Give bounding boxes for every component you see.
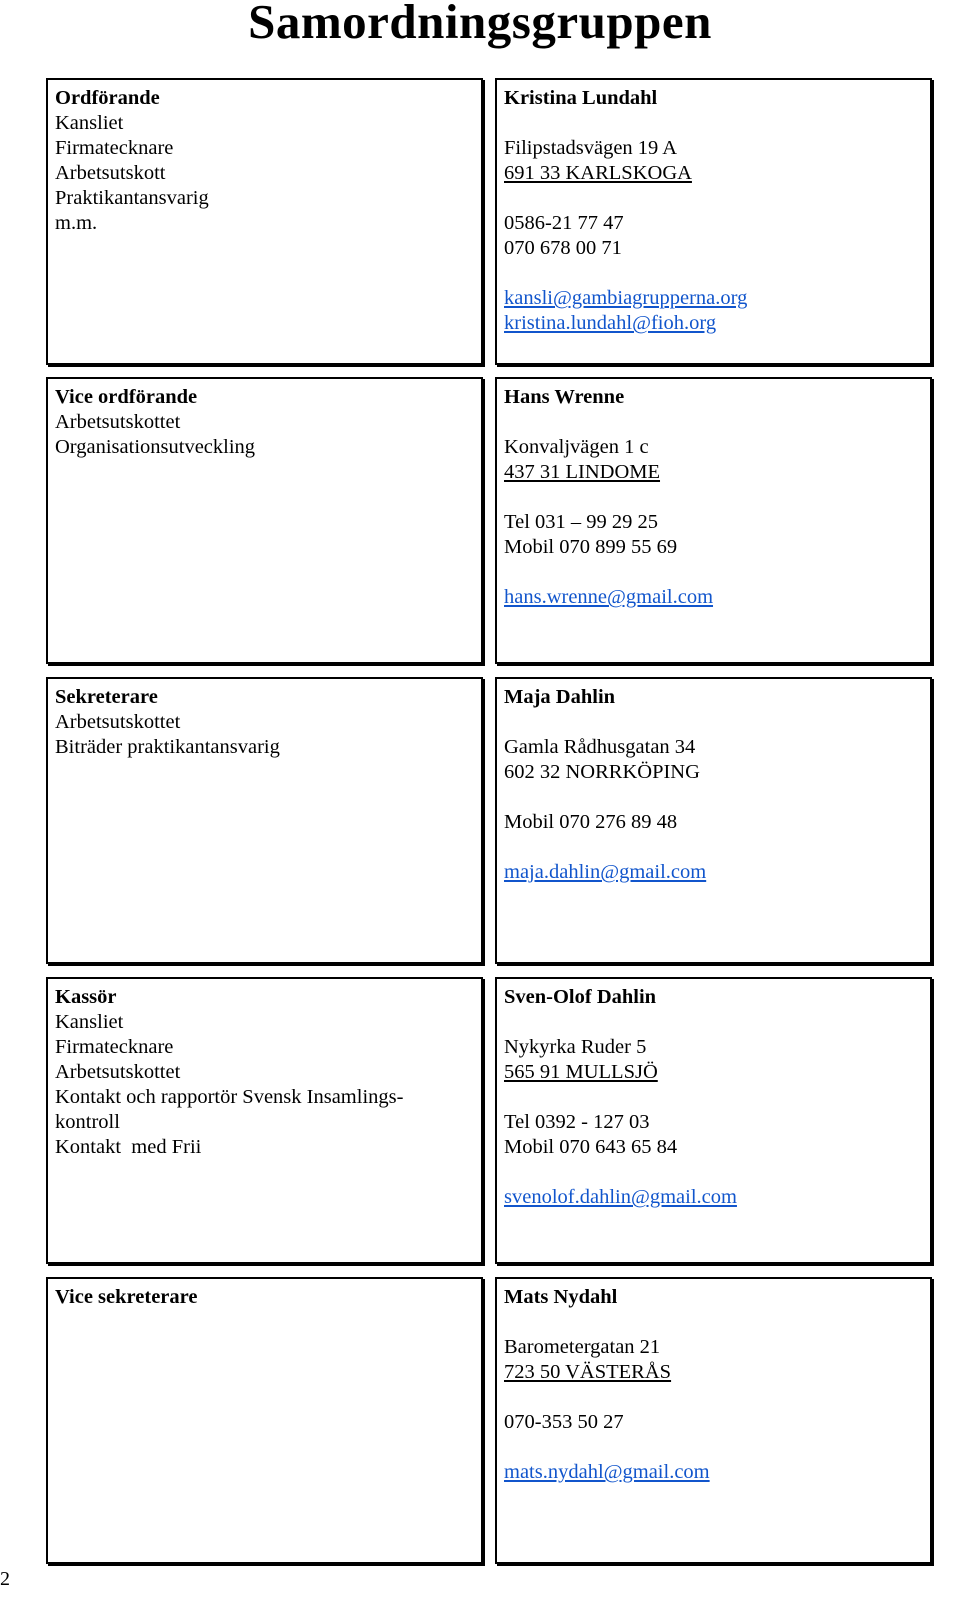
phone-number: Tel 0392 - 127 03: [504, 1111, 650, 1133]
street-address: Konvaljvägen 1 c: [504, 436, 649, 458]
phone-number: 070 678 00 71: [504, 237, 622, 259]
duty-line: Arbetsutskott: [55, 162, 166, 184]
street-address: Gamla Rådhusgatan 34: [504, 736, 696, 758]
contact-name: Mats Nydahl: [504, 1286, 618, 1308]
email-link[interactable]: mats.nydahl@gmail.com: [504, 1461, 710, 1483]
postal-city: 691 33 KARLSKOGA: [504, 162, 692, 184]
duty-line: Firmatecknare: [55, 1036, 174, 1058]
contact-name: Maja Dahlin: [504, 686, 616, 708]
email-link[interactable]: kansli@gambiagrupperna.org: [504, 287, 748, 309]
role-title: Kassör: [55, 986, 117, 1008]
contact-name: Hans Wrenne: [504, 386, 625, 408]
phone-number: Tel 031 – 99 29 25: [504, 511, 659, 533]
duty-line: Firmatecknare: [55, 137, 174, 159]
duty-line: Arbetsutskottet: [55, 711, 181, 733]
contact-box-maja-dahlin: [495, 677, 932, 964]
role-box-vice-ordforande: [46, 377, 483, 664]
contact-name: Kristina Lundahl: [504, 87, 658, 109]
duty-line: Kansliet: [55, 1011, 124, 1033]
contact-box-kristina-lundahl: [495, 78, 932, 365]
email-link[interactable]: maja.dahlin@gmail.com: [504, 861, 707, 883]
contact-box-mats-nydahl: [495, 1277, 932, 1564]
street-address: Barometergatan 21: [504, 1336, 661, 1358]
role-box-kassor: [46, 977, 483, 1264]
duty-line: Kontakt med Frii: [55, 1136, 202, 1158]
contact-name: Sven-Olof Dahlin: [504, 986, 657, 1008]
role-title: Vice ordförande: [55, 386, 198, 408]
page-number: 2: [0, 1568, 10, 1590]
role-box-sekreterare: [46, 677, 483, 964]
duty-line: kontroll: [55, 1111, 120, 1133]
phone-number: Mobil 070 643 65 84: [504, 1136, 678, 1158]
duty-line: m.m.: [55, 212, 98, 234]
duty-line: Arbetsutskottet: [55, 1061, 181, 1083]
duty-line: Organisationsutveckling: [55, 436, 256, 458]
email-link[interactable]: svenolof.dahlin@gmail.com: [504, 1186, 737, 1208]
phone-number: 0586-21 77 47: [504, 212, 624, 234]
contact-box-sven-olof-dahlin: [495, 977, 932, 1264]
postal-city: 437 31 LINDOME: [504, 461, 661, 483]
duty-line: Arbetsutskottet: [55, 411, 181, 433]
role-title: Sekreterare: [55, 686, 158, 708]
role-box-vice-sekreterare: [46, 1277, 483, 1564]
postal-city: 723 50 VÄSTERÅS: [504, 1361, 672, 1383]
duty-line: Kansliet: [55, 112, 124, 134]
email-link[interactable]: hans.wrenne@gmail.com: [504, 586, 714, 608]
duty-line: Praktikantansvarig: [55, 187, 209, 209]
phone-number: Mobil 070 899 55 69: [504, 536, 678, 558]
phone-number: Mobil 070 276 89 48: [504, 811, 678, 833]
duty-line: Biträder praktikantansvarig: [55, 736, 280, 758]
page-title: Samordningsgruppen: [248, 0, 712, 49]
email-link[interactable]: kristina.lundahl@fioh.org: [504, 312, 717, 334]
role-box-ordforande: [46, 78, 483, 365]
street-address: Filipstadsvägen 19 A: [504, 137, 678, 159]
role-title: Ordförande: [55, 87, 160, 109]
contact-box-hans-wrenne: [495, 377, 932, 664]
postal-city: 565 91 MULLSJÖ: [504, 1061, 658, 1083]
phone-number: 070-353 50 27: [504, 1411, 624, 1433]
duty-line: Kontakt och rapportör Svensk Insamlings-: [55, 1086, 404, 1108]
postal-city: 602 32 NORRKÖPING: [504, 761, 700, 783]
street-address: Nykyrka Ruder 5: [504, 1036, 647, 1058]
role-title: Vice sekreterare: [55, 1286, 198, 1308]
